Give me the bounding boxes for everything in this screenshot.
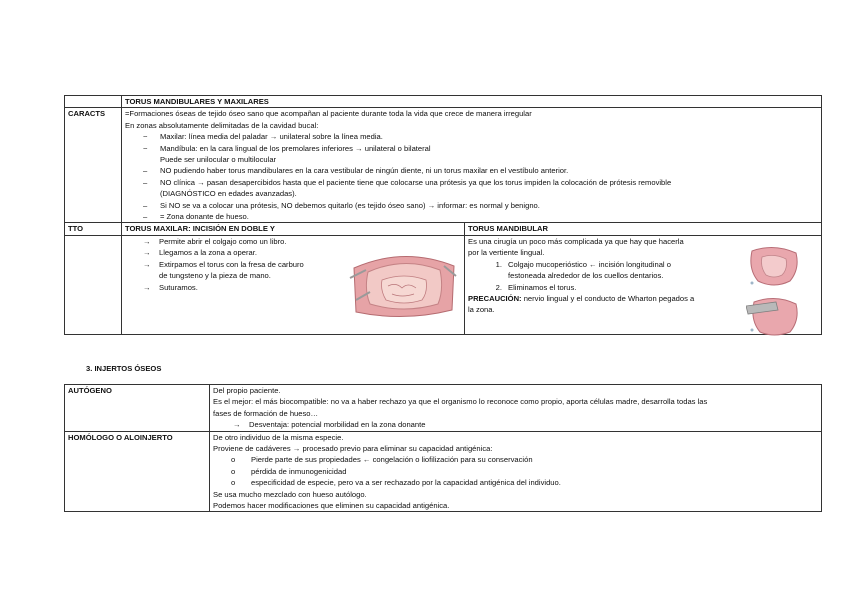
- mandibular-header: TORUS MANDIBULAR: [465, 223, 822, 235]
- list-item: → Desventaja: potencial morbilidad en la zona donante: [233, 420, 426, 430]
- list-item: o especificidad de especie, pero va a ser rechazado por la capacidad antigénica del individuo.: [231, 478, 561, 488]
- mandibular-intro-line: Es una cirugía un poco más complicada ya que hay que hacerla: [468, 236, 684, 246]
- list-item: → Permite abrir el colgajo como un libro.: [143, 236, 287, 246]
- list-item: → Extirpamos el torus con la fresa de carburo: [143, 259, 304, 269]
- section-title: 3. INJERTOS ÓSEOS: [86, 364, 162, 373]
- table-row: [65, 108, 822, 223]
- list-item: (DIAGNÓSTICO en edades avanzadas).: [160, 189, 297, 199]
- table-row: [65, 96, 822, 108]
- table-row: [65, 431, 822, 512]
- list-item: o pérdida de inmunogenicidad: [231, 466, 347, 476]
- list-item: 2. Eliminamos el torus.: [495, 282, 577, 292]
- homologo-cell: De otro individuo de la misma especie. Proviene de cadáveres → procesado previo para eliminar su capacidad antigénica: o Pierde parte de sus propiedades ← congelación o liofilización para su conservación o pérdida de inmunogenicidad o especificidad de especie, pero va a ser rechazado por la capacidad antigénica del individuo. Se usa mucho mezclado con hueso autólogo. Podemos hacer modificaciones que eliminen su capacidad antigénica.: [210, 431, 822, 512]
- list-item: ~ Maxilar: línea media del paladar → unilateral sobre la línea media.: [143, 132, 383, 142]
- list-item: → Suturamos.: [143, 282, 198, 292]
- autogeno-label: AUTÓGENO: [65, 385, 210, 432]
- table-row: [65, 385, 822, 432]
- torus-mandibular-illustration-top: [746, 243, 802, 289]
- list-item: – NO clínica → pasan desapercibidos hasta que el paciente tiene que colocarse una prótesis ya que los torus impiden la colocación de prótesis removible: [143, 177, 672, 187]
- list-item: Puede ser unilocular o multilocular: [160, 155, 277, 165]
- list-item: 1. Colgajo mucoperióstico ← incisión longitudinal o: [495, 259, 671, 269]
- caracts-line: En zonas absolutamente delimitadas de la cavidad bucal:: [125, 120, 319, 130]
- list-item: – Si NO se va a colocar una prótesis, NO debemos quitarlo (es tejido óseo sano) → informar: es normal y benigno.: [143, 200, 540, 210]
- list-item: → Llegamos a la zona a operar.: [143, 248, 257, 258]
- list-item: – NO pudiendo haber torus mandibulares en la cara vestibular de ningún diente, ni un torus maxilar en el vestíbulo anterior.: [143, 166, 569, 176]
- list-item: o Pierde parte de sus propiedades ← congelación o liofilización para su conservación: [231, 455, 533, 465]
- list-item: festoneada alrededor de los cuellos dentarios.: [508, 271, 664, 281]
- homologo-label: HOMÓLOGO O ALOINJERTO: [65, 431, 210, 512]
- list-item: de tungsteno y la pieza de mano.: [159, 271, 271, 281]
- tto-label: TTO: [65, 223, 122, 235]
- caracts-label: CARACTS: [65, 108, 122, 223]
- precaucion-line: PRECAUCIÓN: nervio lingual y el conducto de Wharton pegados a: [468, 293, 695, 303]
- list-item: ~ Mandíbula: en la cara lingual de los premolares inferiores → unilateral o bilateral: [143, 143, 431, 153]
- torus-maxilar-illustration: [348, 250, 460, 320]
- list-item: – = Zona donante de hueso.: [143, 212, 249, 222]
- table-row: [65, 223, 822, 235]
- caracts-line: =Formaciones óseas de tejido óseo sano que acompañan al paciente durante toda la vida que crece de manera irregular: [125, 109, 532, 119]
- injertos-table: [64, 384, 822, 512]
- caracts-cell: [122, 108, 822, 223]
- torus-table-header: TORUS MANDIBULARES Y MAXILARES: [122, 96, 822, 108]
- mandibular-intro-line: por la vertiente lingual.: [468, 248, 545, 258]
- torus-mandibular-illustration-bottom: [746, 292, 802, 338]
- maxilar-header: TORUS MAXILAR: INCISIÓN EN DOBLE Y: [122, 223, 465, 235]
- precaucion-cont: la zona.: [468, 305, 495, 315]
- autogeno-cell: Del propio paciente. Es el mejor: el más biocompatible: no va a haber rechazo ya que el organismo lo reconoce como propio, aporta células madre, desarrolla todas las fases de formación de hueso… → Desventaja: potencial morbilidad en la zona donante: [210, 385, 822, 432]
